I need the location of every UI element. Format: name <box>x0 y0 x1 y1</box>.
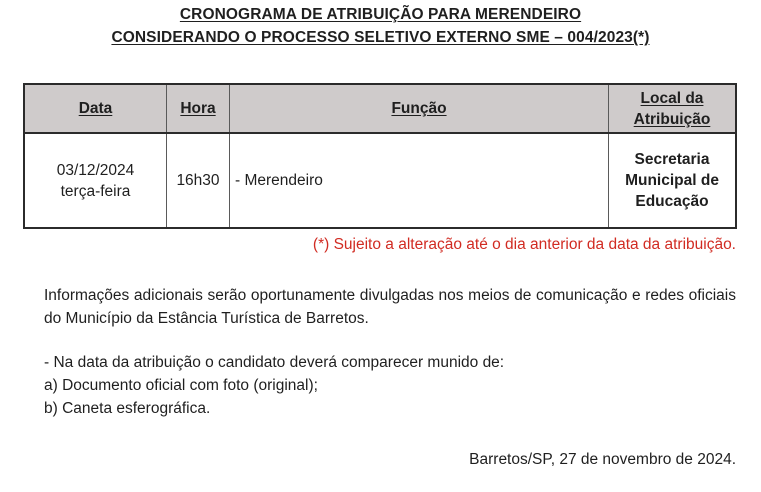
cell-location <box>609 133 737 228</box>
requirements-list <box>44 351 736 420</box>
additional-info-paragraph: Informações adicionais serão oportunamente divulgadas nos meios de comunicação e redes oficiais do Município da Estância Turística de Barretos. <box>44 287 736 327</box>
requirements-intro: - Na data da atribuição o candidato deverá comparecer munido de: <box>44 354 505 371</box>
location-line1: Secretaria <box>634 151 710 168</box>
document-title: CRONOGRAMA DE ATRIBUIÇÃO PARA MERENDEIRO <box>179 6 582 23</box>
column-header-local-line1: Local da <box>640 89 704 107</box>
list-item: a) Documento oficial com foto (original); <box>44 377 318 394</box>
date-value: 03/12/2024 <box>56 161 135 179</box>
schedule-table <box>23 83 737 229</box>
place-and-date: Barretos/SP, 27 de novembro de 2024. <box>469 451 736 468</box>
cell-role: - Merendeiro <box>230 133 609 228</box>
location-line2: Municipal de <box>625 172 719 189</box>
document-subtitle: CONSIDERANDO O PROCESSO SELETIVO EXTERNO SME – 004/2023(*) <box>111 29 650 46</box>
list-item: b) Caneta esferográfica. <box>44 400 211 417</box>
column-header-hora: Hora <box>167 84 230 133</box>
cell-date <box>24 133 167 228</box>
column-header-data: Data <box>24 84 167 133</box>
cell-time: 16h30 <box>167 133 230 228</box>
column-header-local <box>609 84 737 133</box>
column-header-funcao-label: Função <box>391 100 447 117</box>
table-header-row <box>24 84 736 133</box>
location-line3: Educação <box>635 193 709 210</box>
change-notice: (*) Sujeito a alteração até o dia anterior da data da atribuição. <box>312 236 736 253</box>
weekday-value: terça-feira <box>60 182 131 200</box>
column-header-funcao <box>230 84 609 133</box>
column-header-local-line2: Atribuição <box>633 110 711 128</box>
table-row <box>24 133 736 228</box>
